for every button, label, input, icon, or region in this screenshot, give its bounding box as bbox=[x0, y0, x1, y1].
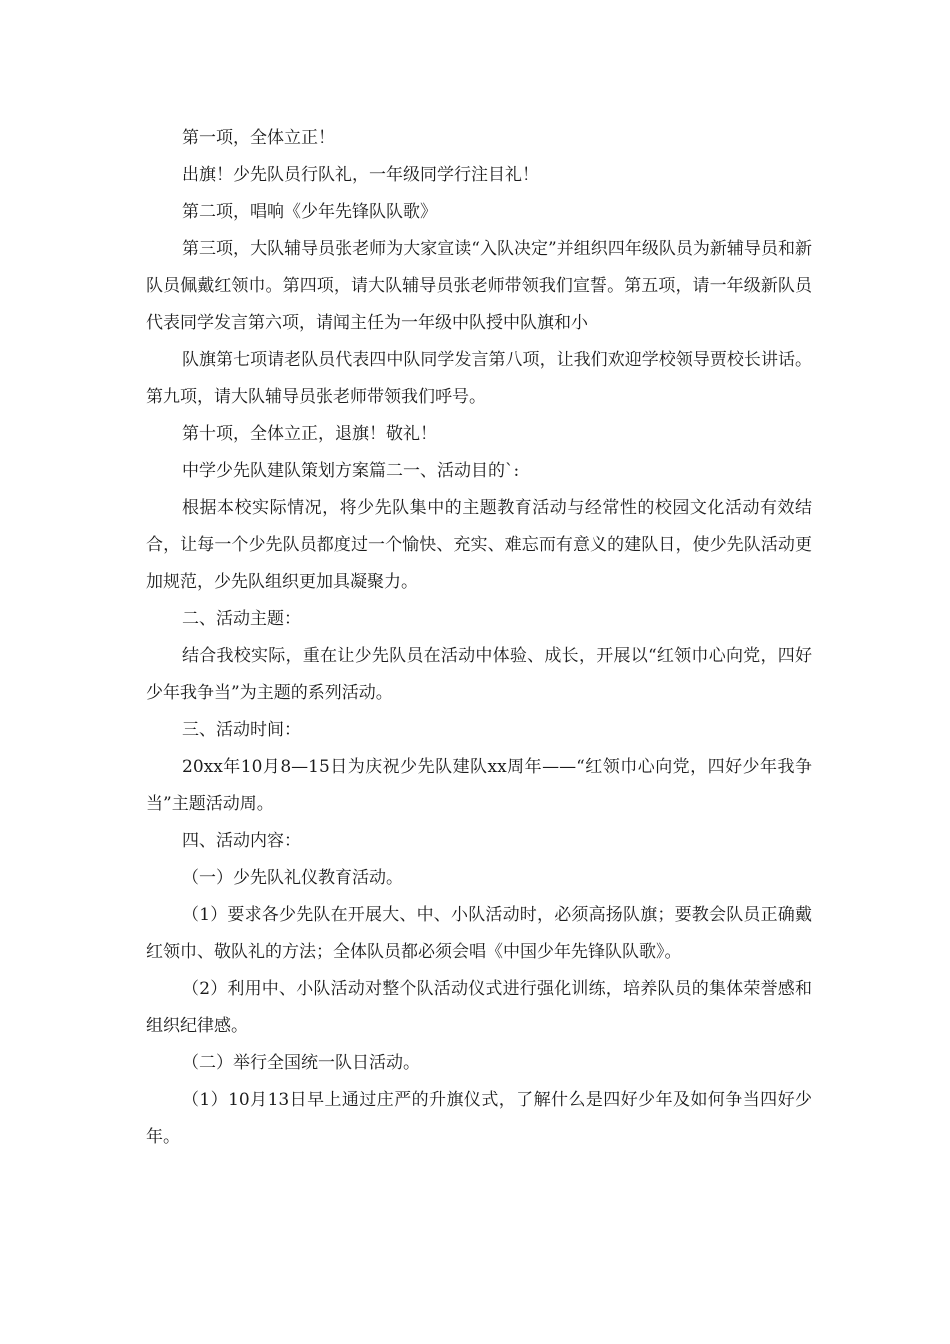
paragraph: 根据本校实际情况，将少先队集中的主题教育活动与经常性的校园文化活动有效结合，让每一个少先队员都度过一个愉快、充实、难忘而有意义的建队日，使少先队活动更加规范，少先队组织更加具凝聚力。 bbox=[146, 498, 812, 592]
paragraph: 结合我校实际，重在让少先队员在活动中体验、成长，开展以“红领巾心向党，四好少年我争当”为主题的系列活动。 bbox=[146, 646, 812, 703]
paragraph: （1）要求各少先队在开展大、中、小队活动时，必须高扬队旗；要教会队员正确戴红领巾、敬队礼的方法；全体队员都必须会唱《中国少年先锋队队歌》。 bbox=[146, 905, 812, 962]
paragraph: （2）利用中、小队活动对整个队活动仪式进行强化训练，培养队员的集体荣誉感和组织纪律感。 bbox=[146, 979, 812, 1036]
paragraph: 第二项，唱响《少年先锋队队歌》 bbox=[182, 202, 437, 222]
section-heading: 三、活动时间： bbox=[182, 720, 301, 740]
subsection-heading: （二）举行全国统一队日活动。 bbox=[182, 1053, 420, 1073]
subsection-heading: （一）少先队礼仪教育活动。 bbox=[182, 868, 403, 888]
paragraph: 第一项，全体立正！ bbox=[182, 128, 335, 148]
section-heading: 中学少先队建队策划方案篇二一、活动目的`: bbox=[182, 461, 520, 481]
section-heading: 四、活动内容： bbox=[182, 831, 301, 851]
paragraph: （1）10月13日早上通过庄严的升旗仪式，了解什么是四好少年及如何争当四好少年。 bbox=[146, 1090, 812, 1147]
section-heading: 二、活动主题： bbox=[182, 609, 301, 629]
paragraph: 20xx年10月8—15日为庆祝少先队建队xx周年——“红领巾心向党，四好少年我争当”主题活动周。 bbox=[146, 757, 812, 814]
paragraph: 队旗第七项请老队员代表四中队同学发言第八项，让我们欢迎学校领导贾校长讲话。第九项，请大队辅导员张老师带领我们呼号。 bbox=[146, 350, 812, 407]
paragraph: 出旗！少先队员行队礼，一年级同学行注目礼！ bbox=[182, 165, 539, 185]
document-body bbox=[146, 120, 812, 1156]
paragraph: 第三项，大队辅导员张老师为大家宣读“入队决定”并组织四年级队员为新辅导员和新队员佩戴红领巾。第四项，请大队辅导员张老师带领我们宣誓。第五项，请一年级新队员代表同学发言第六项，请闻主任为一年级中队授中队旗和小 bbox=[146, 239, 812, 333]
paragraph: 第十项，全体立正，退旗！敬礼！ bbox=[182, 424, 437, 444]
